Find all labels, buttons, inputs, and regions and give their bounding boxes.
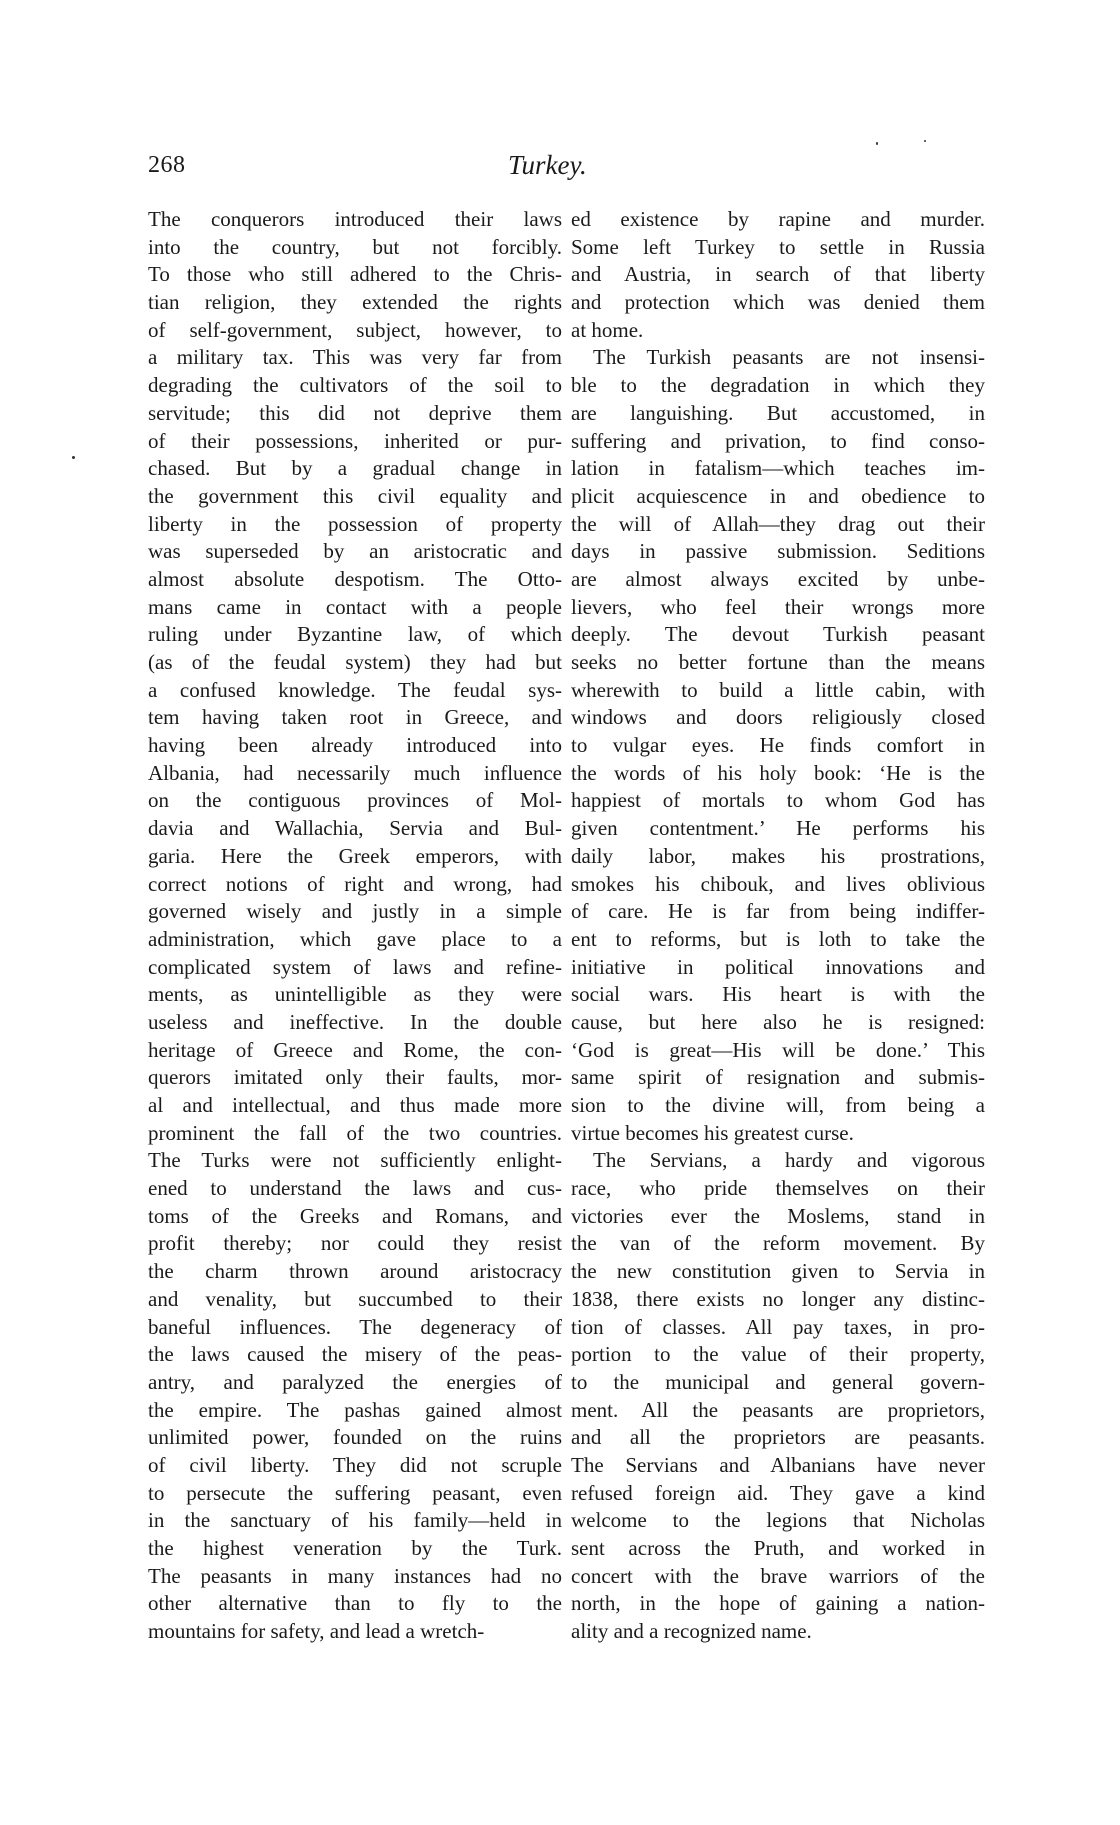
text-line: prominent the fall of the two countries. xyxy=(148,1120,562,1145)
text-line: ruling under Byzantine law, of which xyxy=(148,622,562,647)
text-line: happiest of mortals to whom God has xyxy=(571,788,985,813)
text-line: useless and ineffective. In the double xyxy=(148,1009,562,1034)
text-line: davia and Wallachia, Servia and Bul- xyxy=(148,816,562,841)
text-line: the empire. The pashas gained almost xyxy=(148,1397,562,1422)
text-line: the van of the reform movement. By xyxy=(571,1231,985,1256)
text-line: to persecute the suffering peasant, even xyxy=(148,1480,562,1505)
text-line: windows and doors religiously closed xyxy=(571,705,985,730)
text-line: The conquerors introduced their laws xyxy=(148,207,562,231)
text-line: a confused knowledge. The feudal sys- xyxy=(148,677,562,702)
text-line: daily labor, makes his prostrations, xyxy=(571,843,985,868)
left-column xyxy=(148,206,562,1646)
text-line: ble to the degradation in which they xyxy=(571,373,985,398)
text-line: a military tax. This was very far from xyxy=(148,345,562,370)
page-number: 268 xyxy=(148,152,186,178)
text-line: (as of the feudal system) they had but xyxy=(148,650,562,674)
text-line: seeks no better fortune than the means xyxy=(571,650,985,674)
text-line: The Turkish peasants are not insensi- xyxy=(593,345,985,370)
text-line: on the contiguous provinces of Mol- xyxy=(148,788,562,813)
text-line: portion to the value of their property, xyxy=(571,1342,985,1367)
text-line: correct notions of right and wrong, had xyxy=(148,871,562,896)
text-line: given contentment.’ He performs his xyxy=(571,816,985,841)
running-head xyxy=(148,152,985,188)
text-line: concert with the brave warriors of the xyxy=(571,1563,985,1588)
text-line: administration, which gave place to a xyxy=(148,926,562,951)
text-line: tem having taken root in Greece, and xyxy=(148,705,562,730)
text-line: cause, but here also he is resigned: xyxy=(571,1009,985,1034)
paragraph xyxy=(571,1147,985,1645)
text-line: chased. But by a gradual change in xyxy=(148,456,562,481)
paragraph xyxy=(571,344,985,1147)
text-line: profit thereby; nor could they resist xyxy=(148,1231,562,1256)
text-line: complicated system of laws and refine- xyxy=(148,954,562,979)
text-line: are languishing. But accustomed, in xyxy=(571,400,985,425)
text-line: initiative in political innovations and xyxy=(571,954,985,979)
text-line: 1838, there exists no longer any distinc- xyxy=(571,1286,985,1311)
text-line: the words of his holy book: ‘He is the xyxy=(571,760,985,785)
text-line: degrading the cultivators of the soil to xyxy=(148,373,562,398)
text-line: The Turks were not sufficiently enlight- xyxy=(148,1148,562,1173)
text-line: liberty in the possession of property xyxy=(148,511,562,536)
text-line: other alternative than to fly to the xyxy=(148,1591,562,1616)
text-line: the highest veneration by the Turk. xyxy=(148,1536,562,1560)
text-line: social wars. His heart is with the xyxy=(571,982,985,1007)
text-line: antry, and paralyzed the energies of xyxy=(148,1369,562,1394)
paragraph xyxy=(148,206,562,1646)
text-line: smokes his chibouk, and lives oblivious xyxy=(571,871,985,896)
text-line: toms of the Greeks and Romans, and xyxy=(148,1203,562,1228)
text-line: and venality, but succumbed to their xyxy=(148,1286,562,1311)
text-line: ened to understand the laws and cus- xyxy=(148,1176,562,1201)
text-line: tian religion, they extended the rights xyxy=(148,290,562,315)
text-line: and protection which was denied them xyxy=(571,290,985,315)
text-line: north, in the hope of gaining a nation- xyxy=(571,1591,985,1616)
text-line: Albania, had necessarily much influence xyxy=(148,760,562,785)
text-line: sent across the Pruth, and worked in xyxy=(571,1536,985,1560)
text-line: mans came in contact with a people xyxy=(148,594,562,619)
text-line: same spirit of resignation and submis- xyxy=(571,1065,985,1090)
text-line: lation in fatalism—which teaches im- xyxy=(571,456,985,481)
text-line: The peasants in many instances had no xyxy=(148,1563,562,1588)
text-line: ments, as unintelligible as they were xyxy=(148,982,562,1007)
text-line: suffering and privation, to find conso- xyxy=(571,428,985,453)
text-line: heritage of Greece and Rome, the con- xyxy=(148,1037,562,1062)
text-line: baneful influences. The degeneracy of xyxy=(148,1314,562,1339)
text-line: of self-government, subject, however, to xyxy=(148,317,562,342)
text-line: ality and a recognized name. xyxy=(571,1619,812,1644)
text-line: of civil liberty. They did not scruple xyxy=(148,1452,562,1477)
text-line: deeply. The devout Turkish peasant xyxy=(571,622,985,647)
text-line: mountains for safety, and lead a wretch- xyxy=(148,1619,485,1644)
text-line: in the sanctuary of his family—held in xyxy=(148,1508,562,1533)
text-line: and all the proprietors are peasants. xyxy=(571,1425,985,1450)
text-line: the charm thrown around aristocracy xyxy=(148,1259,562,1284)
text-line: into the country, but not forcibly. xyxy=(148,234,562,259)
text-line: To those who still adhered to the Chris- xyxy=(148,262,562,287)
text-line: the will of Allah—they drag out their xyxy=(571,511,985,536)
text-line: virtue becomes his greatest curse. xyxy=(571,1120,854,1145)
text-line: ed existence by rapine and murder. xyxy=(571,207,985,231)
right-column xyxy=(571,206,985,1646)
text-line: victories ever the Moslems, stand in xyxy=(571,1203,985,1228)
text-line: querors imitated only their faults, mor- xyxy=(148,1065,562,1090)
running-title: Turkey. xyxy=(508,150,587,180)
text-line: of their possessions, inherited or pur- xyxy=(148,428,562,453)
text-line: at home. xyxy=(571,317,644,342)
paragraph xyxy=(571,206,985,344)
text-line: The Servians and Albanians have never xyxy=(571,1452,985,1477)
text-line: was superseded by an aristocratic and xyxy=(148,539,562,564)
text-line: ‘God is great—His will be done.’ This xyxy=(571,1037,985,1062)
margin-speck xyxy=(924,140,926,142)
text-line: days in passive submission. Seditions xyxy=(571,539,985,564)
text-line: lievers, who feel their wrongs more xyxy=(571,594,985,619)
text-line: Some left Turkey to settle in Russia xyxy=(571,234,985,259)
text-line: welcome to the legions that Nicholas xyxy=(571,1508,985,1533)
text-line: are almost always excited by unbe- xyxy=(571,566,985,591)
text-line: The Servians, a hardy and vigorous xyxy=(593,1148,985,1173)
text-line: having been already introduced into xyxy=(148,733,562,758)
text-line: garia. Here the Greek emperors, with xyxy=(148,843,562,868)
text-line: tion of classes. All pay taxes, in pro- xyxy=(571,1314,985,1339)
text-line: sion to the divine will, from being a xyxy=(571,1093,985,1117)
text-line: governed wisely and justly in a simple xyxy=(148,899,562,924)
text-line: the laws caused the misery of the peas- xyxy=(148,1342,562,1367)
text-line: refused foreign aid. They gave a kind xyxy=(571,1480,985,1505)
margin-speck xyxy=(876,142,878,145)
text-line: to the municipal and general govern- xyxy=(571,1369,985,1394)
text-line: ment. All the peasants are proprietors, xyxy=(571,1397,985,1422)
text-line: almost absolute despotism. The Otto- xyxy=(148,566,562,591)
text-line: and Austria, in search of that liberty xyxy=(571,262,985,287)
text-line: to vulgar eyes. He finds comfort in xyxy=(571,733,985,758)
text-line: the government this civil equality and xyxy=(148,483,562,508)
text-line: race, who pride themselves on their xyxy=(571,1176,985,1201)
text-line: of care. He is far from being indiffer- xyxy=(571,899,985,924)
text-line: the new constitution given to Servia in xyxy=(571,1259,985,1284)
text-line: ent to reforms, but is loth to take the xyxy=(571,926,985,951)
text-line: plicit acquiescence in and obedience to xyxy=(571,483,985,508)
text-line: unlimited power, founded on the ruins xyxy=(148,1425,562,1450)
text-line: al and intellectual, and thus made more xyxy=(148,1093,562,1117)
text-line: servitude; this did not deprive them xyxy=(148,400,562,425)
margin-speck xyxy=(72,456,75,459)
text-line: wherewith to build a little cabin, with xyxy=(571,677,985,702)
